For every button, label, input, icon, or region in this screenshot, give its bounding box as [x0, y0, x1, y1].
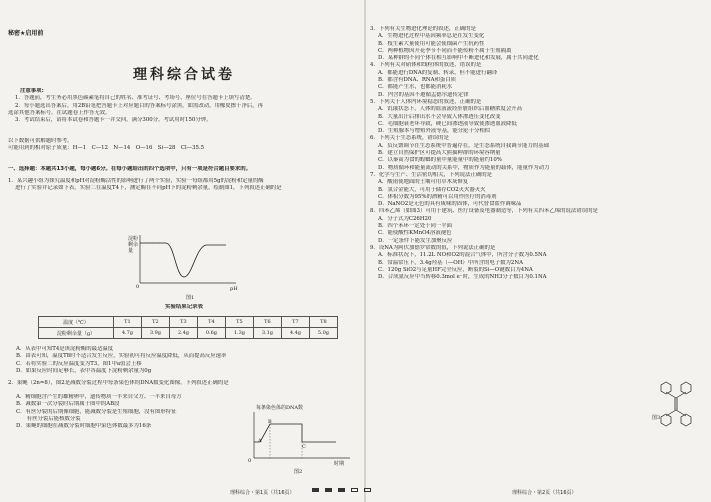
right-footer: 理科综合・第2页（共16页） — [512, 490, 577, 496]
q5-stem: 5．下列关于人体内环境稳态的叙述，正确的是 — [370, 98, 482, 105]
table-title: 实验结果记录表 — [165, 304, 203, 310]
figure-1-graph — [126, 233, 238, 291]
q1-option-c: C．若将实验二的反应温度变为T3，图1中a值会上移 — [16, 360, 142, 367]
fig2-label-a: A — [258, 438, 262, 444]
q6-option-a: A．负反馈调节在生态系统中普遍存在，是生态系统自我调节能力的基础 — [378, 142, 550, 149]
q4-option-c: C．都能产生水，也都能消耗水 — [378, 84, 453, 91]
q7-option-a: A．酸雨使地面的土壤可用草木灰修复 — [378, 179, 469, 186]
q9-option-d: D．合成氨反应中当转移0.3mol e⁻时，生成的NH3分子数目为0.1NA — [378, 274, 547, 281]
q5-option-c: C．毛细胞衰老坏导致，硬已间渗透液导致使渗透血液降低 — [378, 120, 517, 127]
right-page — [370, 20, 706, 474]
q1-stem-line: 进行了实验并记录如下表，实验二在温度T4下，测定酶在不同pH下的淀粉剩余量，绘制图1，下列叙述正确的是 — [15, 185, 282, 192]
table-cell: 1.3g — [225, 328, 253, 339]
q8-option-a: A．分子式为C26H20 — [378, 215, 432, 222]
table-cell: 5.0g — [309, 328, 337, 339]
fig1-origin: 0 — [136, 284, 140, 290]
table-cell: 2.4g — [169, 328, 197, 339]
q1-stem-line: 1．某兴趣小组为探究温度和pH对淀粉酶活性的影响进行了两个实验，实验一每组都用5g的淀粉和定量的酶 — [8, 178, 264, 184]
q8-option-d: D．一定条件下能发生加聚反应 — [378, 237, 453, 244]
q7-option-b: B．氢合金能大，可用于储存CO2灭火器灭火 — [378, 186, 486, 193]
question-1-options — [8, 346, 360, 375]
fig1-ylabel: 淀粉剩余量 — [128, 236, 139, 254]
fig2-label-c: C — [302, 444, 306, 450]
fig2-label-b: B — [268, 419, 272, 425]
note-line: 1．答题前，考生务必用黑色碳素笔将自己的姓名、准考证号、考场号、座位号在答题卡上填写清楚。 — [15, 95, 256, 102]
left-footer: 理科综合・第1页（共16页） — [230, 490, 295, 496]
q2-stem: 2．果蝇（2n=8），图2是减数分裂过程中每条染色体的DNA数变化图像，下列叙述正确的是 — [8, 380, 229, 386]
table-header-cell: T1 — [113, 317, 141, 328]
table-header-cell: T4 — [197, 317, 225, 328]
table-cell: 4.4g — [281, 328, 309, 339]
q1-option-d: D．如果反应时间足够长，表中各温度下淀粉剩余量为0g — [16, 367, 152, 374]
table-row — [39, 328, 338, 339]
q3-option-d: D．某种群的不同个体在相互影响中不断进化和发展，属于共同进化 — [378, 55, 539, 62]
notes-heading: 注意事项: — [20, 88, 44, 94]
fig2-xlabel: 时期 — [334, 461, 345, 467]
q2-option-b: B．减数第一次分裂时后期属于图中的AB段 — [16, 401, 120, 408]
q7-stem: 7．化学与生产、生活密切相关，下列说法正确的是 — [370, 171, 493, 178]
q2-option-a: A．精细胞含产生的雄精卵中，遗传物质一半来自父方、一半来自母方 — [16, 394, 182, 400]
q4-option-b: B．都含有DNA、RNA和蛋白质 — [378, 77, 457, 84]
note-line: 2．每小题选出答案后，用2B铅笔把答题卡上对应题目的答案标号涂黑，如需改动，用橡皮擦干净后，再 — [15, 102, 264, 109]
fig2-ylabel: 每条染色体的DNA数 — [256, 405, 303, 411]
table-header-cell: T5 — [225, 317, 253, 328]
page-marks — [312, 488, 371, 492]
q6-option-d: D．物质循环和能量流动的关系中，物质作为能量的载体，能量作为动力 — [378, 164, 550, 171]
page-mark — [364, 488, 371, 492]
atomic-mass-block — [8, 138, 360, 153]
q6-stem: 6．下列关于生态系统，错误的是 — [370, 135, 449, 142]
fig3-caption: 图3 — [652, 415, 661, 421]
page-fold — [364, 0, 366, 502]
q3-option-b: B．枝生素大量使用可能会使细菌产生抗药性 — [378, 40, 485, 47]
q2-option-d: D．果蝇的细胞在减数分裂时细胞中染色体数最多为16条 — [16, 423, 152, 430]
note-line: 选涂其他答案标号。在试题卷上作答无效。 — [8, 109, 111, 116]
results-table — [38, 316, 338, 339]
atomic-intro: 以下数据可供解题时参考。 — [8, 138, 73, 144]
question-2-stem — [8, 380, 360, 387]
q9-option-b: B．常温常压下，3.4g羟基（—OH）中所含的电子数为2NA — [378, 259, 523, 266]
q3-option-a: A．生物进化过程中基因频率总是在发生变化 — [378, 33, 485, 40]
q6-option-b: B．建立自然保护区可提高大熊猫种群的环境容纳量 — [378, 150, 501, 157]
table-header-cell: T7 — [281, 317, 309, 328]
q1-option-a: A．从表中可知T4是该淀粉酶的最适温度 — [16, 346, 114, 352]
fig1-curve — [140, 243, 226, 277]
q8-stem: 8．四苯乙烯（如图3）可用于建筑、医疗设备及电器制造等，下列有关四苯乙烯的说法错误的是 — [370, 208, 598, 215]
table-header-cell: 温度（℃） — [39, 317, 114, 328]
page-mark — [338, 488, 345, 492]
atomic-masses: 可能用到的相对原子质量：H—1 C—12 N—14 O—16 Si—28 Cl—35.5 — [8, 145, 205, 152]
table-cell: 淀粉剩余量（g） — [39, 328, 114, 339]
q4-option-a: A．都能进行DNA的复制、转录，但不能进行翻译 — [378, 69, 498, 76]
figure-3-molecule — [652, 378, 698, 430]
section-block — [8, 166, 360, 173]
fig1-xlabel: pH — [230, 286, 238, 292]
q5-option-a: A．饥饿状态下，人体的血液流经肝脏组织后血糖浓度会升高 — [378, 106, 523, 113]
table-header-row — [39, 317, 338, 328]
question-2-options — [8, 394, 240, 430]
section-heading: 一、选择题：本题共13小题，每小题6分。在每小题给出的四个选项中，只有一项是符合题目要求的。 — [8, 166, 252, 172]
fig2-origin: 0 — [248, 458, 252, 464]
table-cell: 3.1g — [253, 328, 281, 339]
table-cell: 4.7g — [113, 328, 141, 339]
fig1-caption: 图1 — [186, 295, 195, 301]
page-mark — [325, 488, 332, 492]
q5-option-d: D．生殖腺本与增殖外液等基，能分泌十分相似 — [378, 128, 491, 135]
table-cell: 3.9g — [141, 328, 169, 339]
note-line: 3．考试结束后，请将本试卷和答题卡一并交回。满分300分，考试用时150分钟。 — [15, 117, 212, 124]
page-title: 理科综合试卷 — [133, 67, 235, 83]
table-cell: 0.6g — [197, 328, 225, 339]
q3-stem: 3．下列有关生物进化理论的叙述，正确的是 — [370, 26, 476, 32]
table-header-cell: T2 — [141, 317, 169, 328]
q1-option-b: B．由表可知，温度T8时不适合发生反应，实验初可将反应温度降低，从而提高反应速率 — [16, 353, 227, 360]
q9-option-a: A．标准状况下，11.2L NO和O2的混合气体中，所含分子数为0.5NA — [378, 252, 547, 259]
q7-option-d: D．NaNO2是无色的具有咸味的固体，可代替食盐作调味品 — [378, 201, 522, 208]
q4-stem: 4．下列有关对硝体和线粒体的叙述，错误的是 — [370, 62, 482, 69]
q8-option-b: B．四个苯环一定处于同一平面 — [378, 223, 453, 230]
page-mark — [312, 488, 319, 492]
fig2-curve — [254, 424, 336, 442]
q2-option-c: C．有丝分裂的后期像细胞，能减数分裂是生殖细胞，没有图形特征 — [16, 408, 177, 415]
q4-option-d: D．内含的基因不遵循孟德尔遗传定律 — [378, 91, 469, 98]
q6-option-c: C．以秦蒿为食的蝗螂的量中量能量中的能量约10% — [378, 157, 502, 164]
notes-block — [8, 88, 360, 124]
question-1-stem — [8, 178, 360, 193]
q8-option-c: C．能使酸性KMnO4溶液褪色 — [378, 230, 452, 237]
q9-option-c: C．120g SiO2与足量HF完全反应，断裂的Si—O键数目为4NA — [378, 266, 533, 273]
q3-option-c: C．两种植物因开花季节不同而不能传粉不属于生殖隔离 — [378, 47, 512, 54]
table-header-cell: T8 — [309, 317, 337, 328]
right-content — [370, 26, 706, 281]
fig2-caption: 图2 — [294, 469, 303, 474]
left-page — [8, 20, 360, 474]
q7-option-c: C．体积分数为95%的酒精可以用作医疗的消毒剂 — [378, 193, 497, 200]
page-mark — [351, 488, 358, 492]
q5-option-b: B．大量出汗后排出水不会导致人体渗透压变化改变 — [378, 113, 501, 120]
q2-option-c-cont: 有丝分裂后能核数分裂 — [16, 415, 81, 422]
q9-stem: 9．设NA为阿伏加德罗常数的值，下列说法正确的是 — [370, 244, 496, 251]
table-header-cell: T3 — [169, 317, 197, 328]
table-header-cell: T6 — [253, 317, 281, 328]
secret-label: 秘密★启用前 — [8, 30, 44, 37]
